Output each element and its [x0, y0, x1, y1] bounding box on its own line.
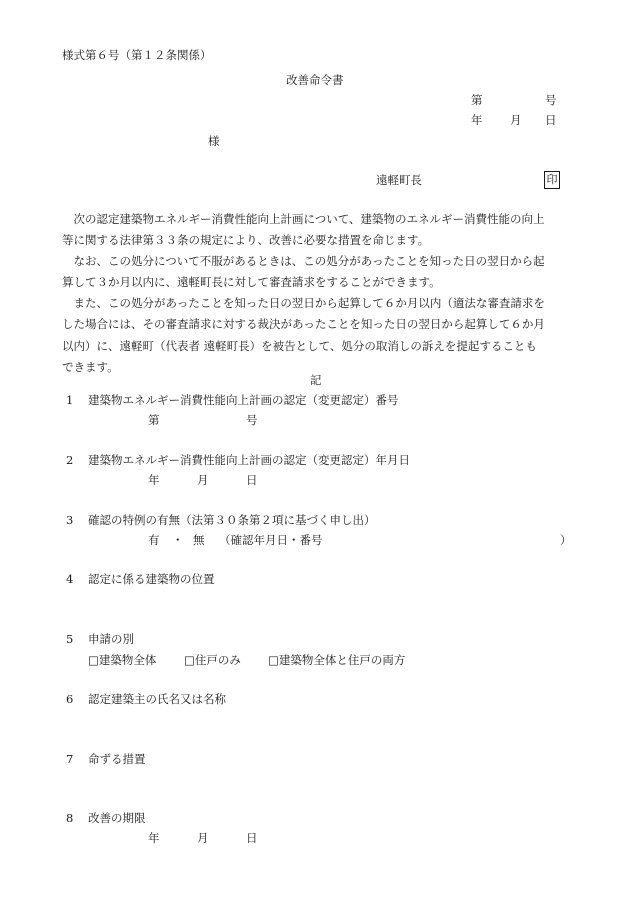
- item-number: 8: [66, 811, 74, 825]
- issuer-name: 遠軽町長: [376, 173, 422, 187]
- item2-day: 日: [246, 473, 258, 487]
- body-line: 次の認定建築物エネルギー消費性能向上計画について、建築物のエネルギー消費性能の向上: [62, 212, 545, 226]
- item-number: 5: [66, 632, 74, 646]
- form-label: 様式第６号（第１２条関係）: [62, 48, 212, 62]
- item3-no: 無: [193, 533, 205, 547]
- item8-month: 月: [197, 831, 209, 845]
- item-label-1: 建築物エネルギー消費性能向上計画の認定（変更認定）番号: [88, 393, 399, 407]
- item3-close-paren: ）: [560, 533, 572, 547]
- item-label-4: 認定に係る建築物の位置: [88, 572, 215, 586]
- body-paragraph-2: [62, 251, 570, 294]
- date-year: 年: [471, 113, 483, 127]
- item3-dot: ・: [172, 533, 184, 547]
- item3-yes: 有: [148, 533, 160, 547]
- option-both-checkbox[interactable]: □建築物全体と住戸の両方: [268, 653, 406, 667]
- body-line: できます。: [62, 359, 119, 374]
- number-prefix: 第: [471, 93, 483, 107]
- item-label-2: 建築物エネルギー消費性能向上計画の認定（変更認定）年月日: [88, 453, 410, 467]
- option-whole-building-checkbox[interactable]: □建築物全体: [88, 653, 157, 667]
- body-line: なお、この処分について不服があるときは、この処分があったことを知った日の翌日から起: [62, 254, 545, 268]
- date-month: 月: [510, 113, 522, 127]
- number-suffix: 号: [545, 93, 557, 107]
- body-line: 等に関する法律第３３条の規定により、改善に必要な措置を命じます。: [62, 233, 430, 248]
- item2-month: 月: [197, 473, 209, 487]
- addressee-suffix: 様: [208, 134, 220, 148]
- item-label-8: 改善の期限: [88, 811, 146, 825]
- body-line: した場合には、その審査請求に対する裁決があったことを知った日の翌日から起算して６か月: [62, 317, 545, 332]
- date-day: 日: [545, 113, 557, 127]
- body-paragraph-1: [62, 209, 570, 252]
- item-number: 1: [66, 393, 74, 407]
- item-label-6: 認定建築主の氏名又は名称: [88, 692, 226, 706]
- seal-mark: 印: [544, 171, 560, 189]
- item-number: 4: [66, 572, 74, 586]
- item8-year: 年: [148, 831, 160, 845]
- item-number: 2: [66, 453, 74, 467]
- item-label-3: 確認の特例の有無（法第３０条第２項に基づく申し出）: [88, 513, 376, 527]
- item-label-7: 命ずる措置: [88, 752, 146, 766]
- item1-number-suffix: 号: [246, 413, 258, 427]
- option-dwelling-only-checkbox[interactable]: □住戸のみ: [184, 653, 241, 667]
- body-line: 算して３か月以内に、遠軽町長に対して審査請求をすることができます。: [62, 275, 441, 290]
- body-line: また、この処分があったことを知った日の翌日から起算して６か月以内（適法な審査請求を: [62, 296, 545, 310]
- item3-note: （確認年月日・番号: [219, 533, 323, 547]
- item2-year: 年: [148, 473, 160, 487]
- item8-day: 日: [246, 831, 258, 845]
- item-number: 6: [66, 692, 74, 706]
- item1-number-prefix: 第: [148, 413, 160, 427]
- document-title: 改善命令書: [286, 73, 344, 87]
- body-paragraph-3: [62, 293, 570, 378]
- item-number: 3: [66, 513, 74, 527]
- item-label-5: 申請の別: [88, 632, 134, 646]
- body-line: 以内）に、遠軽町（代表者 遠軽町長）を被告として、処分の取消しの訴えを提起することも: [62, 338, 537, 353]
- item-number: 7: [66, 752, 74, 766]
- ki-heading: 記: [310, 373, 322, 387]
